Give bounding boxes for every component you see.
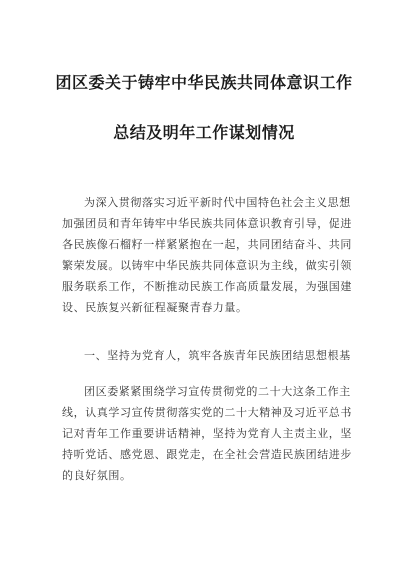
intro-line: 设、民族复兴新征程凝聚青春力量。 <box>62 301 248 314</box>
section-1-paragraph <box>62 381 354 486</box>
document-title-line-1: 团区委关于铸牢中华民族共同体意识工作 <box>55 73 353 92</box>
section-1-line: 线，认真学习宣传贯彻落实党的二十大精神及习近平总书 <box>62 406 352 419</box>
intro-line: 各民族像石榴籽一样紧紧抱在一起，共同团结奋斗、共同 <box>62 238 352 251</box>
section-1-line: 团区委紧紧围绕学习宣传贯彻党的二十大这条工作主 <box>84 385 351 398</box>
section-1-line: 的良好氛围。 <box>62 469 132 482</box>
intro-line: 加强团员和青年铸牢中华民族共同体意识教育引导，促进 <box>62 217 352 230</box>
intro-line: 服务联系工作，不断推动民族工作高质量发展，为强国建 <box>62 280 352 293</box>
section-1-line: 持听党话、感党恩、跟党走，在全社会营造民族团结进步 <box>62 448 352 461</box>
intro-line: 繁荣发展。以铸牢中华民族共同体意识为主线，做实引领 <box>62 259 352 272</box>
document-title-line-2: 总结及明年工作谋划情况 <box>113 123 295 142</box>
section-1-heading <box>84 345 376 366</box>
intro-paragraph <box>62 192 354 318</box>
intro-line: 为深入贯彻落实习近平新时代中国特色社会主义思想 <box>84 196 351 209</box>
section-1-line: 记对青年工作重要讲话精神，坚持为党育人主责主业，坚 <box>62 427 352 440</box>
section-heading-text: 一、坚持为党育人，筑牢各族青年民族团结思想根基 <box>84 349 351 362</box>
